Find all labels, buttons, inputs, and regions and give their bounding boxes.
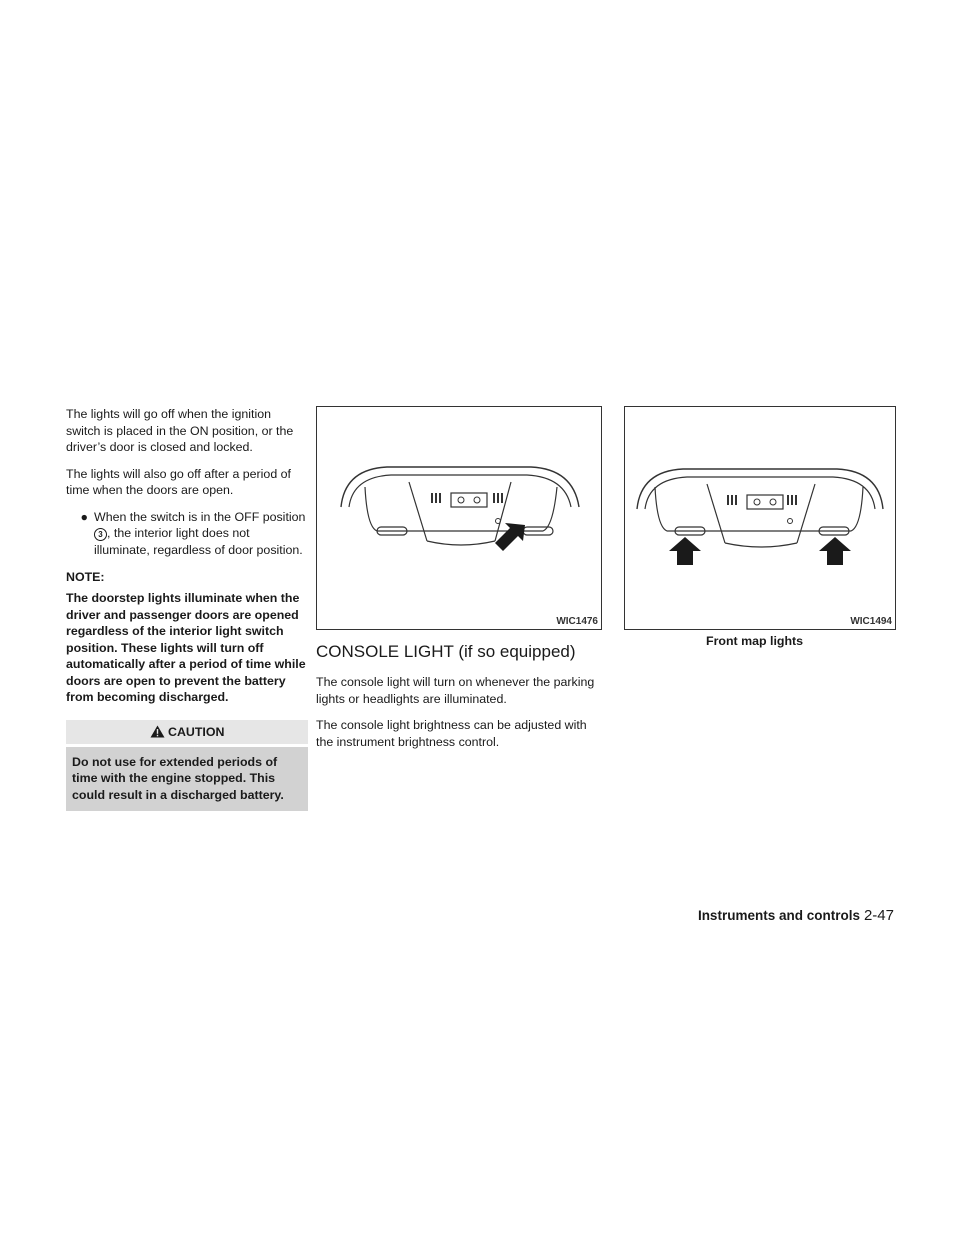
paragraph-console-brightness: The console light brightness can be adjusted with the instrument brightness control. — [316, 718, 587, 749]
page-number: 2-47 — [863, 907, 894, 924]
bullet-off-position — [66, 509, 308, 559]
caution-header — [66, 720, 308, 744]
bullet-marker: ● — [80, 509, 88, 524]
map-lights-figure — [624, 406, 896, 630]
figure-code: WIC1494 — [850, 616, 892, 627]
paragraph-console-on: The console light will turn on whenever the parking lights or headlights are illuminated. — [316, 675, 595, 706]
arrow-icon — [495, 523, 525, 551]
page-footer — [698, 907, 894, 924]
paragraph-lights-off: The lights will go off when the ignition switch is placed in the ON position, or the driver’s door is closed and locked. — [66, 407, 294, 454]
warning-icon — [150, 725, 165, 738]
paragraph-lights-off-period: The lights will also go off after a period of time when the doors are open. — [66, 466, 291, 497]
arrow-up-icon — [669, 537, 701, 565]
console-light-figure — [316, 406, 602, 630]
circled-number-icon: 3 — [94, 528, 107, 541]
middle-column — [316, 406, 602, 760]
right-column — [624, 406, 896, 648]
map-lights-illustration — [625, 407, 895, 629]
footer-section-label: Instruments and controls — [697, 908, 860, 923]
figure-code: WIC1476 — [556, 616, 598, 627]
arrow-up-icon — [819, 537, 851, 565]
caution-body: Do not use for extended periods of time with the engine stopped. This could result in a discharged battery. — [66, 747, 308, 812]
note-label: NOTE: — [66, 570, 105, 584]
note-body: The doorstep lights illuminate when the driver and passenger doors are opened regardless of the interior light switch position. These lights will turn off automatically after a period of time while doors are open to prevent the battery from becoming discharged. — [66, 591, 306, 704]
figure-caption: Front map lights — [706, 634, 804, 648]
section-title: CONSOLE LIGHT (if so equipped) — [316, 642, 576, 661]
bullet-text-end: , the interior light does not illuminate, regardless of door position. — [94, 526, 303, 557]
console-light-illustration — [317, 407, 601, 629]
caution-title: CAUTION — [168, 724, 225, 739]
left-column — [66, 406, 308, 811]
bullet-text — [94, 509, 308, 559]
bullet-text-start: When the switch is in the OFF position — [94, 509, 306, 524]
